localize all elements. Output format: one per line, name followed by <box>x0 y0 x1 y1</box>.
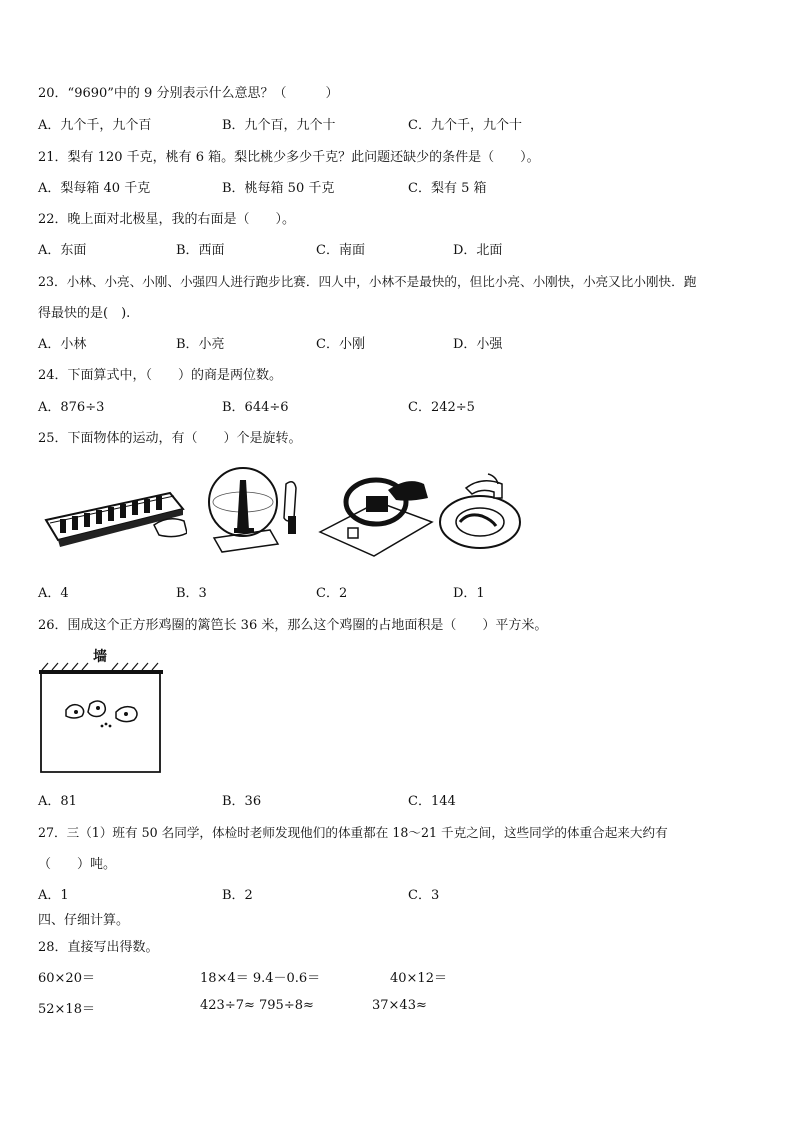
question-21-stem: 21．梨有 120 千克，桃有 6 箱。梨比桃少多少千克？此问题还缺少的条件是（ ）。 <box>38 150 540 165</box>
q25-option-a: A．4 <box>38 586 69 601</box>
calc-row2-item1: 52×18＝ <box>38 1002 95 1017</box>
question-24-stem: 24．下面算式中，（ ）的商是两位数。 <box>38 368 283 383</box>
q23-option-b: B．小亮 <box>176 337 225 352</box>
q27-option-a: A．1 <box>38 888 69 903</box>
q25-option-d: D．1 <box>453 586 485 601</box>
q20-option-c: C．九个千，九个十 <box>408 118 522 133</box>
q27-option-c: C．3 <box>408 888 440 903</box>
calc-row1-item3: 40×12＝ <box>390 971 447 986</box>
q26-option-b: B．36 <box>222 794 262 809</box>
q23-option-d: D．小强 <box>453 337 503 352</box>
question-20-stem: 20．“9690”中的 9 分别表示什么意思？（ ） <box>38 86 339 101</box>
globe-icon <box>200 460 310 560</box>
calc-row2-item3: 37×43≈ <box>372 998 427 1013</box>
q23-option-c: C．小刚 <box>316 337 365 352</box>
q22-option-b: B．西面 <box>176 243 225 258</box>
q20-option-b: B．九个百，九个十 <box>222 118 336 133</box>
calc-row1-item2: 18×4＝ 9.4－0.6＝ <box>200 971 321 986</box>
q25-option-c: C．2 <box>316 586 348 601</box>
q21-option-b: B．桃每箱 50 千克 <box>222 181 335 196</box>
wall-label: 墙 <box>93 649 107 665</box>
question-22-stem: 22．晚上面对北极星，我的右面是（ ）。 <box>38 212 296 227</box>
question-27-stem-line2: （ ）吨。 <box>38 857 117 872</box>
calc-row2-item2: 423÷7≈ 795÷8≈ <box>200 998 314 1013</box>
q24-option-a: A．876÷3 <box>38 400 105 415</box>
question-25-stem: 25．下面物体的运动，有（ ）个是旋转。 <box>38 431 302 446</box>
steering-wheel-icon <box>318 462 436 560</box>
q22-option-a: A．东面 <box>38 243 87 258</box>
section-4-title: 四、仔细计算。 <box>38 913 130 928</box>
q21-option-a: A．梨每箱 40 千克 <box>38 181 151 196</box>
question-28-stem: 28．直接写出得数。 <box>38 940 159 955</box>
question-27-stem-line1: 27．三（1）班有 50 名同学，体检时老师发现他们的体重都在 18～21 千克之间，这些同学的体重合起来大约有 <box>38 825 668 840</box>
q27-option-b: B．2 <box>222 888 253 903</box>
q22-option-c: C．南面 <box>316 243 365 258</box>
chicken-pen-icon <box>36 648 166 776</box>
q26-option-c: C．144 <box>408 794 456 809</box>
q21-option-c: C．梨有 5 箱 <box>408 181 487 196</box>
q20-option-a: A．九个千，九个百 <box>38 118 152 133</box>
question-23-stem-line2: 得最快的是( ). <box>38 306 131 321</box>
q24-option-c: C．242÷5 <box>408 400 475 415</box>
q22-option-d: D．北面 <box>453 243 503 258</box>
faucet-icon <box>438 470 528 556</box>
question-26-stem: 26．围成这个正方形鸡圈的篱笆长 36 米，那么这个鸡圈的占地面积是（ ）平方米。 <box>38 618 548 633</box>
question-23-stem-line1: 23．小林、小亮、小刚、小强四人进行跑步比赛．四人中，小林不是最快的，但比小亮、小刚快，小亮又比小刚快．跑 <box>38 274 697 289</box>
q23-option-a: A．小林 <box>38 337 87 352</box>
q26-option-a: A．81 <box>38 794 77 809</box>
calc-row1-item1: 60×20＝ <box>38 971 95 986</box>
abacus-icon <box>42 485 187 555</box>
q25-option-b: B．3 <box>176 586 207 601</box>
q24-option-b: B．644÷6 <box>222 400 289 415</box>
chicken-pen-drawing <box>36 648 166 776</box>
